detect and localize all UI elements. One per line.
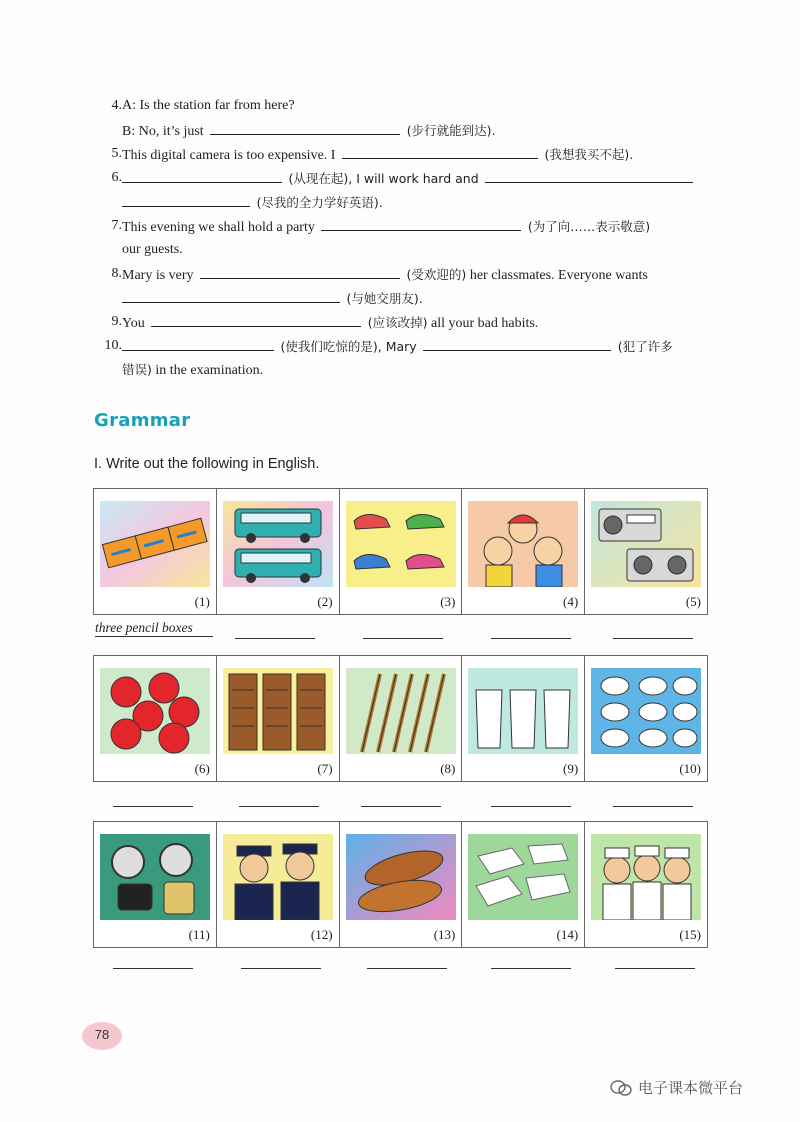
answer-blank[interactable] <box>122 192 250 207</box>
answer-blank[interactable] <box>151 312 361 327</box>
watches-picture <box>100 834 210 920</box>
answer-line[interactable] <box>613 790 693 807</box>
answer-blank[interactable] <box>342 144 538 159</box>
picture-cell <box>217 822 340 947</box>
item-5-line: 5. This digital camera is too expensive. I (我想我买不起). <box>111 146 634 163</box>
glasses-picture <box>468 668 578 754</box>
picture-label: (9) <box>563 761 579 776</box>
picture-label: (8) <box>440 761 456 776</box>
picture-label: (12) <box>310 927 333 942</box>
answer-line[interactable] <box>363 622 443 639</box>
grammar-instruction: I. Write out the following in English. <box>94 456 320 472</box>
picture-cell <box>585 656 707 781</box>
answer-row-2 <box>93 790 708 810</box>
item-6-line-b: (尽我的全力学好英语). <box>122 192 383 214</box>
picture-label: (1) <box>194 594 210 609</box>
picture-cell <box>217 656 340 781</box>
answer-line[interactable] <box>361 790 441 807</box>
example-answer: three pencil boxes <box>95 620 213 637</box>
paintbrushes-picture <box>346 668 456 754</box>
tomatoes-picture <box>100 668 210 754</box>
paper-sheets-picture <box>468 834 578 920</box>
picture-label: (2) <box>317 594 333 609</box>
watermark <box>610 1077 743 1098</box>
sheep-picture <box>591 668 701 754</box>
radios-picture <box>591 501 701 587</box>
answer-line[interactable] <box>491 952 571 969</box>
picture-label: (6) <box>194 761 210 776</box>
answer-line[interactable] <box>367 952 447 969</box>
answer-line[interactable] <box>239 790 319 807</box>
answer-line[interactable] <box>241 952 321 969</box>
picture-cell <box>217 489 340 614</box>
item-8-line-b: (与她交朋友). <box>122 288 423 310</box>
answer-blank[interactable] <box>210 120 400 135</box>
grammar-heading: Grammar <box>94 410 191 431</box>
picture-label: (3) <box>440 594 456 609</box>
picture-cell <box>462 489 585 614</box>
answer-row-1 <box>93 622 708 642</box>
picture-label: (11) <box>188 927 210 942</box>
item-10-line-a: 10. (使我们吃惊的是), Mary (犯了许多 <box>104 338 673 354</box>
item-8-line-a: 8. Mary is very (受欢迎的) her classmates. Everyone wants <box>111 266 648 283</box>
picture-label: (4) <box>563 594 579 609</box>
answer-blank[interactable] <box>321 216 521 231</box>
picture-cell <box>340 656 463 781</box>
item-4-line-a: 4. A: Is the station far from here? <box>111 98 295 113</box>
answer-blank[interactable] <box>423 336 611 351</box>
children-picture <box>468 501 578 587</box>
answer-line[interactable] <box>613 622 693 639</box>
page-number: 78 <box>82 1022 122 1050</box>
item-7-line-b: our guests. <box>122 242 183 257</box>
item-10-line-b: 错误) in the examination. <box>122 362 264 378</box>
picture-row-1 <box>93 488 708 615</box>
answer-blank[interactable] <box>485 168 693 183</box>
picture-cell <box>462 656 585 781</box>
answer-blank[interactable] <box>122 168 282 183</box>
item-6-line-a: 6. (从现在起), I will work hard and <box>98 168 696 190</box>
picture-cell <box>94 822 217 947</box>
picture-label: (13) <box>433 927 456 942</box>
picture-label: (7) <box>317 761 333 776</box>
picture-label: (5) <box>685 594 701 609</box>
answer-line[interactable] <box>615 952 695 969</box>
item-7-line-a: 7. This evening we shall hold a party (为了向……表示敬意) <box>111 218 651 235</box>
picture-label: (15) <box>679 927 701 942</box>
policemen-picture <box>223 834 333 920</box>
picture-row-2 <box>93 655 708 782</box>
answer-blank[interactable] <box>122 336 274 351</box>
picture-label: (14) <box>556 927 579 942</box>
picture-cell <box>585 489 707 614</box>
shoes-picture <box>346 501 456 587</box>
answer-blank[interactable] <box>200 264 400 279</box>
bread-picture <box>346 834 456 920</box>
picture-label: (10) <box>679 761 701 776</box>
buses-picture <box>223 501 333 587</box>
picture-cell <box>94 489 217 614</box>
picture-cell <box>340 822 463 947</box>
picture-cell <box>94 656 217 781</box>
answer-line[interactable] <box>113 790 193 807</box>
answer-line[interactable] <box>491 622 571 639</box>
picture-cell <box>585 822 707 947</box>
bookcases-picture <box>223 668 333 754</box>
item-9-line: 9. You (应该改掉) all your bad habits. <box>111 314 539 331</box>
item-4-line-b: B: No, it’s just (步行就能到达). <box>122 120 495 142</box>
watermark-text: 电子课本微平台 <box>638 1079 744 1097</box>
answer-line[interactable] <box>113 952 193 969</box>
picture-cell <box>462 822 585 947</box>
answer-row-3 <box>93 952 708 972</box>
picture-cell <box>340 489 463 614</box>
pencil-boxes-picture <box>100 501 210 587</box>
answer-line[interactable] <box>235 622 315 639</box>
answer-blank[interactable] <box>122 288 340 303</box>
wechat-icon <box>610 1079 632 1097</box>
doctors-picture <box>591 834 701 920</box>
picture-row-3 <box>93 821 708 948</box>
answer-line[interactable] <box>491 790 571 807</box>
